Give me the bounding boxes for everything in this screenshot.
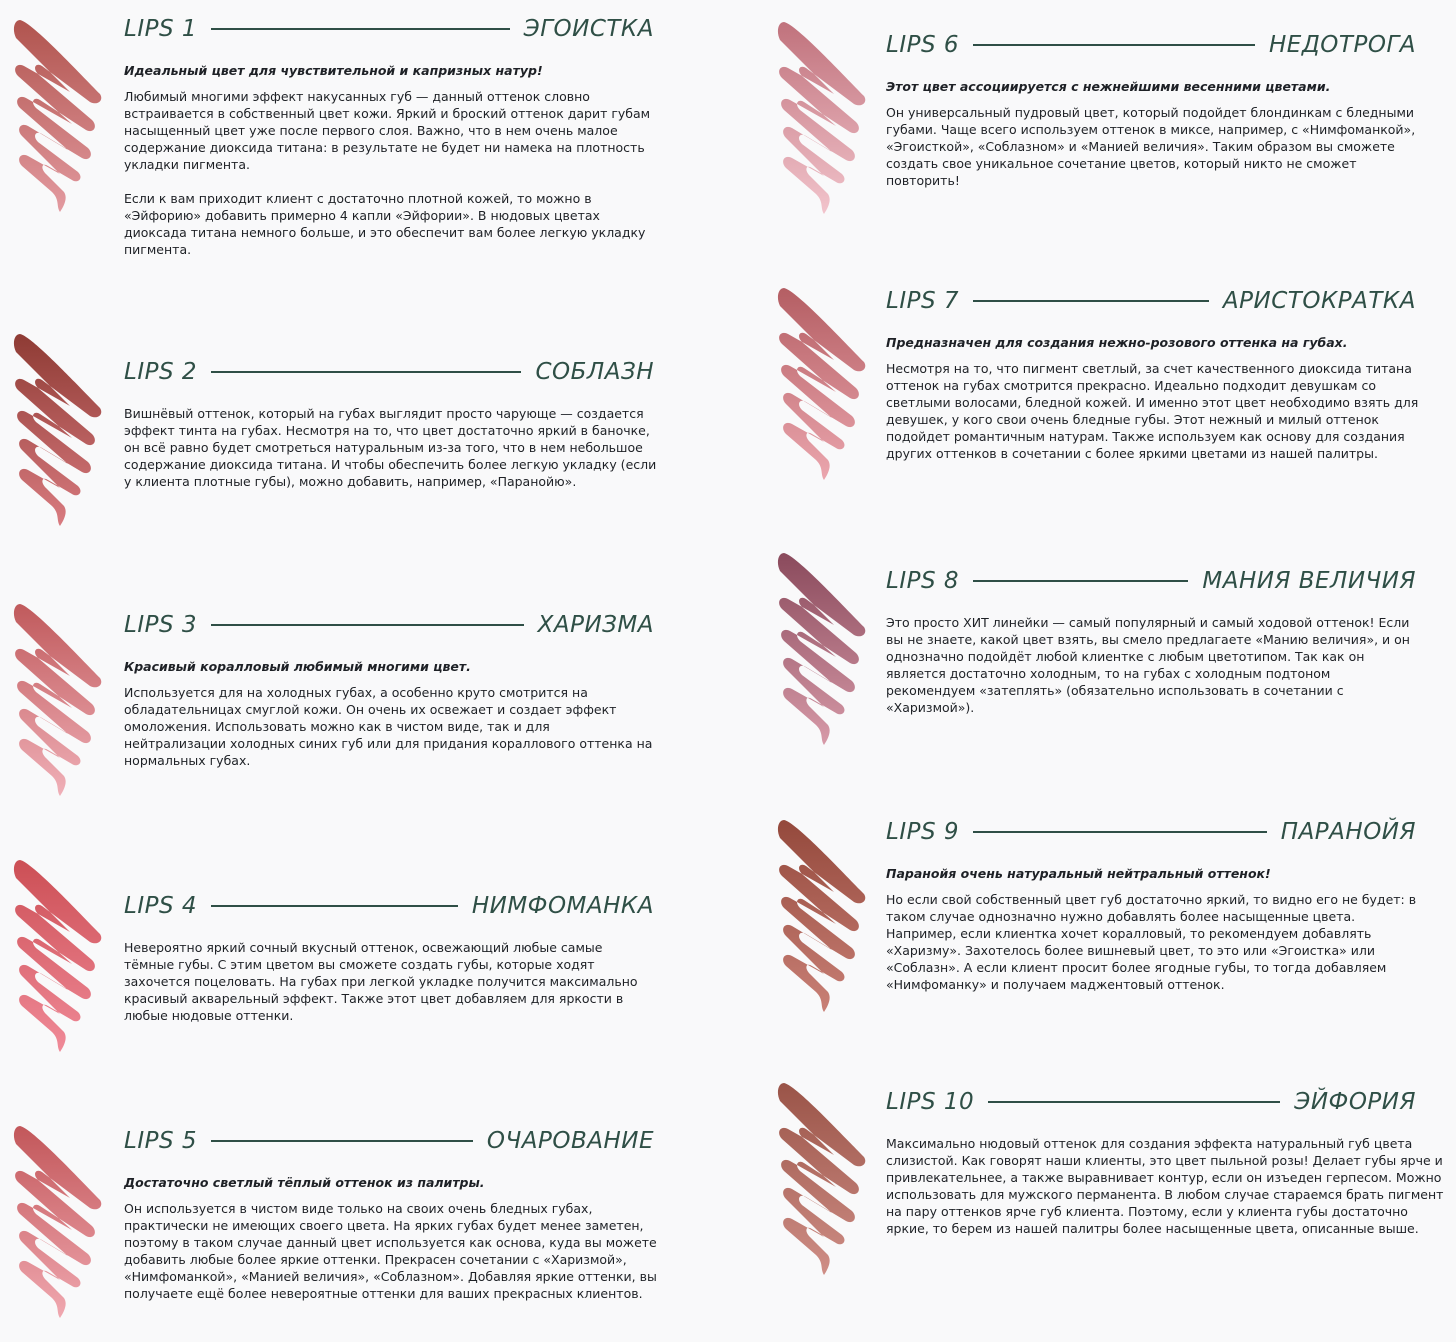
card-heading xyxy=(886,1087,1416,1117)
card-content xyxy=(124,14,654,258)
heading-rule xyxy=(973,831,1267,833)
shade-name: ХАРИЗМА xyxy=(537,612,654,638)
brush-stroke-icon xyxy=(776,816,868,1016)
lips-card-5 xyxy=(0,1120,700,1342)
card-lead: Красивый коралловый любимый многими цвет. xyxy=(124,659,471,674)
card-lead: Паранойя очень натуральный нейтральный оттенок! xyxy=(886,866,1271,881)
card-content xyxy=(124,891,654,1024)
color-swatch-icon xyxy=(776,284,868,484)
heading-rule xyxy=(211,624,524,626)
shade-code: LIPS 10 xyxy=(886,1089,975,1115)
color-swatch-icon xyxy=(12,856,104,1056)
shade-code: LIPS 5 xyxy=(124,1128,198,1154)
shade-name: СОБЛАЗН xyxy=(535,359,654,385)
heading-rule xyxy=(211,1140,473,1142)
shade-code: LIPS 9 xyxy=(886,819,960,845)
shade-code: LIPS 4 xyxy=(124,893,198,919)
brush-stroke-icon xyxy=(12,600,104,800)
lips-card-8 xyxy=(766,545,1456,785)
lips-card-10 xyxy=(766,1075,1456,1342)
card-content xyxy=(886,286,1431,462)
lips-card-4 xyxy=(0,856,700,1076)
lips-card-9 xyxy=(766,812,1456,1052)
card-paragraph: Это просто ХИТ линейки — самый популярный и самый ходовой оттенок! Если вы не знаете, какой цвет взять, вы смело предлагаете «Манию величия», и он однозначно подойдёт любой клиентке с любым цветотипом. Так как он является достаточно холодным, то на губах с холодным подтоном рекомендуем «затеплять» (обязательно использовать в сочетании с «Харизмой»). xyxy=(886,615,1410,715)
card-paragraph: Любимый многими эффект накусанных губ — данный оттенок словно встраивается в собственный цвет кожи. Яркий и броский оттенок дарит губам насыщенный цвет уже после первого слоя. Важно, что в нем очень малое содержание диоксида титана: в результате не будет ни намека на плотность укладки пигмента. xyxy=(124,89,651,172)
color-swatch-icon xyxy=(776,1079,868,1279)
card-lead: Этот цвет ассоциируется с нежнейшими весенними цветами. xyxy=(886,79,1331,94)
brush-stroke-icon xyxy=(776,284,868,484)
heading-rule xyxy=(973,580,1188,582)
shade-code: LIPS 1 xyxy=(124,16,198,42)
card-heading xyxy=(886,566,1416,596)
card-content xyxy=(124,610,654,769)
lips-card-6 xyxy=(766,0,1456,260)
shade-code: LIPS 8 xyxy=(886,568,960,594)
card-paragraph: Используется для на холодных губах, а особенно круто смотрится на обладательницах смуглой кожи. Он очень их освежает и создает эффект омоложения. Использовать можно как в чистом виде, так и для нейтрализации холодных синих губ или для придания кораллового оттенка на нормальных губах. xyxy=(124,685,653,768)
card-paragraph: Максимально нюдовый оттенок для создания эффекта натуральный губ цвета слизистой. Как говорят наши клиенты, это цвет пыльной розы! Делает губы ярче и привлекательнее, а также выравнивает контур, если он изъеден герпесом. Можно использовать для мужского перманента. В любом случае стараемся брать пигмент на пару оттенков ярче губ клиента. Поэтому, если у клиента губы достаточно яркие, то берем из нашей палитры более насыщенные цвета, описанные выше. xyxy=(886,1136,1444,1236)
lips-card-2 xyxy=(0,330,700,560)
color-swatch-icon xyxy=(12,600,104,800)
card-content xyxy=(886,30,1421,189)
brush-stroke-icon xyxy=(12,1122,104,1322)
color-swatch-icon xyxy=(12,16,104,216)
heading-rule xyxy=(211,371,521,373)
brush-stroke-icon xyxy=(776,1079,868,1279)
brush-stroke-icon xyxy=(776,549,868,749)
card-lead: Предназначен для создания нежно-розового оттенка на губах. xyxy=(886,335,1348,350)
heading-rule xyxy=(988,1101,1280,1103)
shade-code: LIPS 7 xyxy=(886,288,960,314)
heading-rule xyxy=(973,300,1209,302)
card-heading xyxy=(124,357,654,387)
card-heading xyxy=(124,891,654,921)
color-swatch-icon xyxy=(776,549,868,749)
card-lead: Идеальный цвет для чувствительной и капризных натур! xyxy=(124,63,543,78)
card-content xyxy=(886,1087,1446,1237)
shade-name: МАНИЯ ВЕЛИЧИЯ xyxy=(1202,568,1416,594)
lips-card-1 xyxy=(0,0,700,300)
color-swatch-icon xyxy=(12,330,104,530)
shade-name: НИМФОМАНКА xyxy=(471,893,654,919)
heading-rule xyxy=(211,905,458,907)
brush-stroke-icon xyxy=(12,330,104,530)
brush-stroke-icon xyxy=(12,16,104,216)
card-paragraph: Он универсальный пудровый цвет, который подойдет блондинкам с бледными губами. Чаще всего используем оттенок в миксе, например, с «Нимфоманкой», «Эгоисткой», «Соблазном» и «Манией величия». Таким образом вы сможете создать свое уникальное сочетание цветов, который никто не сможет повторить! xyxy=(886,105,1416,188)
card-content xyxy=(124,1126,664,1302)
card-paragraph: Но если свой собственный цвет губ достаточно яркий, то видно его не будет: в таком случае однозначно нужно добавлять более насыщенные цвета. Например, если клиентка хочет коралловый, то рекомендуем добавлять «Харизму». Захотелось более вишневый цвет, то это или «Эгоистка» или «Соблазн». А если клиент просит более ягодные губы, то тогда добавляем «Нимфоманку» и получаем маджентовый оттенок. xyxy=(886,892,1417,992)
color-swatch-icon xyxy=(776,816,868,1016)
brush-stroke-icon xyxy=(776,18,868,218)
card-lead: Достаточно светлый тёплый оттенок из палитры. xyxy=(124,1175,485,1190)
card-heading xyxy=(886,30,1416,60)
card-heading xyxy=(124,610,654,640)
shade-name: НЕДОТРОГА xyxy=(1269,32,1416,58)
brush-stroke-icon xyxy=(12,856,104,1056)
card-heading xyxy=(124,1126,654,1156)
card-content xyxy=(886,566,1421,716)
card-paragraph: Несмотря на то, что пигмент светлый, за счет качественного диоксида титана оттенок на губах смотрится прекрасно. Идеально подходит девушкам со светлыми волосами, бледной кожей. И именно этот цвет необходимо взять для девушек, у кого свои очень бледные губы. Этот нежный и милый оттенок подойдет романтичным натурам. Также используем как основу для создания других оттенков в сочетании с более яркими цветами из нашей палитры. xyxy=(886,361,1419,461)
shade-name: ЭЙФОРИЯ xyxy=(1294,1089,1416,1115)
card-heading xyxy=(886,286,1416,316)
card-paragraph: Невероятно яркий сочный вкусный оттенок, освежающий любые самые тёмные губы. С этим цветом вы сможете создать губы, которые ходят захочется поцеловать. На губах при легкой укладке получится максимально красивый акварельный эффект. Также этот цвет добавляем для яркости в любые нюдовые оттенки. xyxy=(124,940,638,1023)
shade-name: ОЧАРОВАНИЕ xyxy=(486,1128,654,1154)
card-heading xyxy=(124,14,654,44)
shade-code: LIPS 3 xyxy=(124,612,198,638)
card-content xyxy=(124,357,664,490)
color-swatch-icon xyxy=(12,1122,104,1322)
card-paragraph: Вишнёвый оттенок, который на губах выглядит просто чарующе — создается эффект тинта на губах. Несмотря на то, что цвет достаточно яркий в баночке, он всё равно будет смотреться натуральным из-за того, что в нем небольшое содержание диоксида титана. И чтобы обеспечить более легкую укладку (если у клиента плотные губы), можно добавить, например, «Паранойю». xyxy=(124,406,657,489)
lips-card-3 xyxy=(0,600,700,820)
shade-code: LIPS 6 xyxy=(886,32,960,58)
shade-name: ПАРАНОЙЯ xyxy=(1280,819,1416,845)
shade-code: LIPS 2 xyxy=(124,359,198,385)
lips-card-7 xyxy=(766,280,1456,520)
heading-rule xyxy=(211,28,510,30)
card-content xyxy=(886,817,1421,993)
card-paragraph: Он используется в чистом виде только на своих очень бледных губах, практически не имеющих своего цвета. На ярких губах будет менее заметен, поэтому в таком случае данный цвет используется как основа, куда вы можете добавить любые более яркие оттенки. Прекрасен сочетании с «Харизмой», «Нимфоманкой», «Манией величия», «Соблазном». Добавляя яркие оттенки, вы получаете ещё более невероятные оттенки для ваших прекрасных клиентов. xyxy=(124,1201,657,1301)
card-heading xyxy=(886,817,1416,847)
heading-rule xyxy=(973,44,1255,46)
shade-name: АРИСТОКРАТКА xyxy=(1222,288,1416,314)
color-swatch-icon xyxy=(776,18,868,218)
shade-name: ЭГОИСТКА xyxy=(523,16,654,42)
card-paragraph: Если к вам приходит клиент с достаточно плотной кожей, то можно в «Эйфорию» добавить примерно 4 капли «Эйфории». В нюдовых цветах диоксада титана немного больше, и это обеспечит вам более легкую укладку пигмента. xyxy=(124,191,646,257)
